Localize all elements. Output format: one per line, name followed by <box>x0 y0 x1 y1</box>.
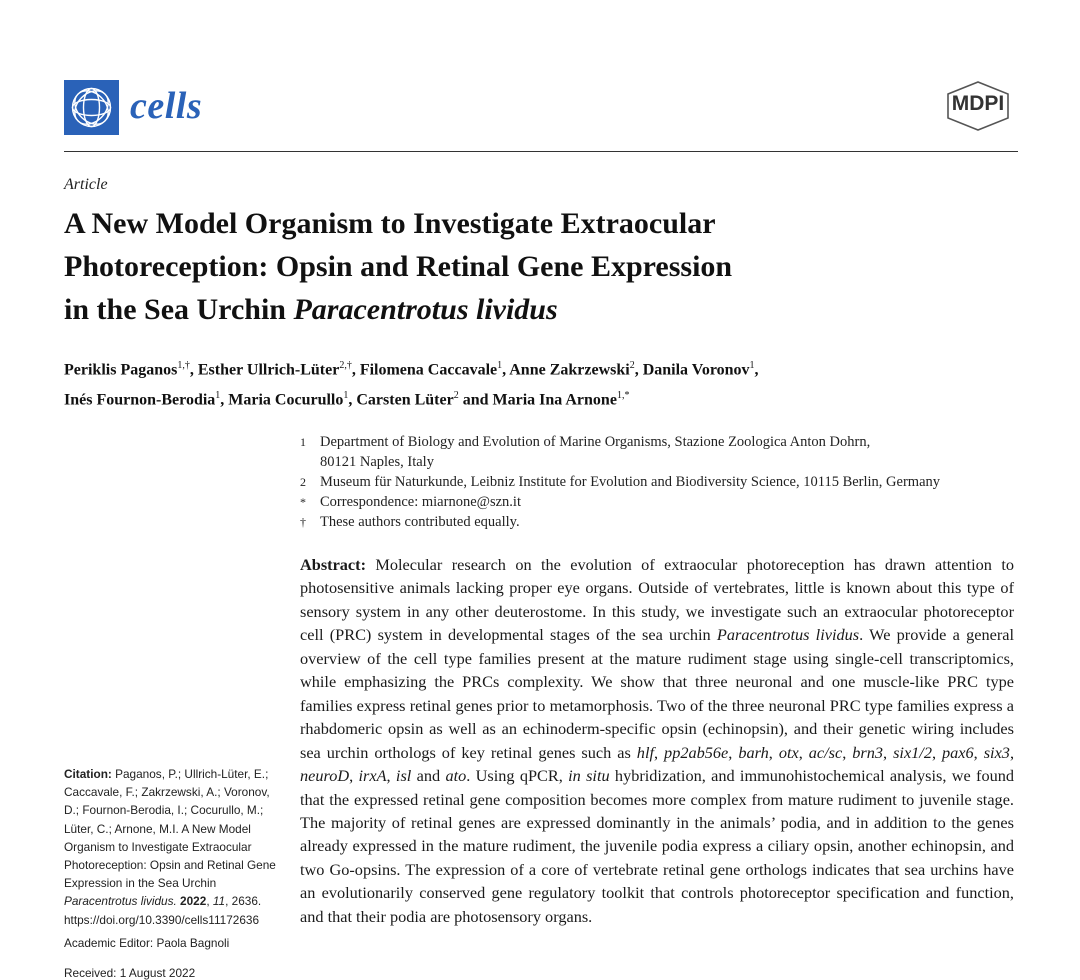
affiliations <box>300 432 1020 532</box>
abstract-species: Paracentrotus lividus <box>716 625 860 645</box>
author-separator: , <box>634 361 643 379</box>
affiliation-mark: † <box>300 515 306 529</box>
abstract: Abstract: Molecular research on the evolution of extraocular photoreception has drawn attention to photosensitive animals lacking proper eye organs. Outside of vertebrates, little is known about this type of sensory system in any other deuterostome. In this study, we investigate such an extraocular photoreceptor cell (PRC) system in developmental stages of the sea urchin Paracentrotus lividus. We provide a general overview of the cell type families present at the mature rudiment stage using single-cell transcriptomics, while emphasizing the PRCs complexity. We show that three neuronal and one muscle-like PRC type families express retinal genes prior to metamorphosis. Two of the three neuronal PRC type families express a rhabdomeric opsin as well as an echinoderm-specific opsin (echinopsin), and their genetic wiring includes sea urchin orthologs of key retinal genes such as hlf, pp2ab56e, barh, otx, ac/sc, brn3, six1/2, pax6, six3, neuroD, irxA, isl and ato. Using qPCR, in situ hybridization, and immunohistochemical analysis, we found that the expressed retinal gene composition becomes more complex from mature rudiment to juvenile stage. The majority of retinal genes are expressed dominantly in the animals’ podia, and in addition to the genes already expressed in the mature rudiment, the juvenile podia express a ciliary opsin, another echinopsin, and two Go-opsins. The expression of a core of vertebrate retinal gene orthologs indicates that sea urchins have an evolutionarily conserved gene regulatory toolkit that controls photoreceptor specification and function, and that their podia are photosensory organs. <box>300 555 1015 926</box>
gene-name: pp2ab56e <box>664 742 729 762</box>
author-affiliation-mark: 1 <box>497 360 503 371</box>
affiliation-mark: 1 <box>300 435 306 449</box>
citation-block: Citation: Paganos, P.; Ullrich-Lüter, E.; Caccavale, F.; Zakrzewski, A.; Voronov, D.; Fournon-Berodia, I.; Cocurullo, M.; Lüter, C.; Arnone, M.I. A New Model Organism to Investigate Extraocular Photoreception: Opsin and Retinal Gene Expression in the Sea Urchin Paracentrotus lividus. 2022, 11, 2636. https://doi.org/10.3390/cells11172636 <box>64 767 276 927</box>
gene-name: barh <box>738 742 769 762</box>
author-separator: , <box>502 361 510 379</box>
author-affiliation-mark: 1,* <box>616 390 630 402</box>
author-affiliation-mark: 2 <box>453 390 459 402</box>
gene-list: hlf, pp2ab56e, barh, otx, ac/sc, brn3, six1/2, pax6, six3, neuroD, irxA, isl <box>300 742 1015 786</box>
author-separator: , <box>189 361 198 379</box>
equal-contribution-note: † These authors contributed equally. <box>300 514 520 530</box>
author-name: Anne Zakrzewski <box>509 361 630 379</box>
gene-name: brn3 <box>852 742 884 762</box>
author-name: Danila Voronov <box>642 361 750 379</box>
author-separator: , <box>348 391 357 409</box>
title-line-3: in the Sea Urchin <box>64 293 294 326</box>
author-affiliation-mark: 1 <box>749 360 755 371</box>
author-separator: , <box>754 361 759 379</box>
journal-name: cells <box>130 85 203 127</box>
title-species: Paracentrotus lividus <box>293 293 558 326</box>
gene-name: six1/2 <box>893 742 932 762</box>
author-name: Carsten Lüter <box>356 391 454 409</box>
affiliation-mark: 2 <box>300 475 306 489</box>
publisher-logo <box>938 80 1018 132</box>
header-rule <box>64 151 1018 152</box>
gene-name: neuroD <box>300 766 350 786</box>
article-type: Article <box>64 176 108 193</box>
gene-name: isl <box>395 766 412 786</box>
academic-editor: Academic Editor: Paola Bagnoli <box>64 936 230 950</box>
author-separator: , <box>351 361 360 379</box>
citation-volume: 11 <box>212 894 226 909</box>
doi-link[interactable]: https://doi.org/10.3390/cells11172636 <box>64 912 260 927</box>
abstract-label: Abstract: <box>300 555 367 574</box>
author-name: Maria Ina Arnone <box>492 391 617 409</box>
paper-title <box>64 202 964 331</box>
citation-year: 2022 <box>176 894 207 909</box>
gene-name: ac/sc <box>808 742 843 762</box>
gene-name: hlf <box>636 742 654 762</box>
author-name: Filomena Caccavale <box>359 361 498 379</box>
author-affiliation-mark: 1,† <box>177 360 190 371</box>
gene-name: pax6 <box>942 742 974 762</box>
in-situ-term: in situ <box>568 766 610 786</box>
gene-name: ato <box>445 766 467 786</box>
author-name: Esther Ullrich-Lüter <box>197 361 340 379</box>
correspondence: * Correspondence: miarnone@szn.it <box>300 494 521 510</box>
author-name: Inés Fournon-Berodia <box>64 391 216 409</box>
journal-header <box>64 72 1018 152</box>
author-affiliation-mark: 2,† <box>339 360 352 371</box>
author-name: Maria Cocurullo <box>228 391 344 409</box>
affiliation-2: 2 Museum für Naturkunde, Leibniz Institute for Evolution and Biodiversity Science, 10115 Berlin, Germany <box>300 474 941 490</box>
citation-species: Paracentrotus lividus. <box>64 894 177 909</box>
gene-name: irxA <box>358 766 387 786</box>
publisher-name: MDPI <box>951 92 1005 115</box>
author-affiliation-mark: 1 <box>343 390 349 402</box>
citation-label: Citation: <box>64 767 112 781</box>
affiliation-mark: * <box>300 495 306 509</box>
author-affiliation-mark: 2 <box>629 360 635 371</box>
author-separator: and <box>458 391 493 409</box>
title-line-1: A New Model Organism to Investigate Extraocular <box>64 207 716 240</box>
affiliation-1: 1 Department of Biology and Evolution of Marine Organisms, Stazione Zoologica Anton Dohrn, 80121 Naples, Italy <box>300 434 871 470</box>
gene-name: six3 <box>983 742 1010 762</box>
author-affiliation-mark: 1 <box>215 390 221 402</box>
author-separator: , <box>220 391 229 409</box>
received-date: Received: 1 August 2022 <box>64 966 196 980</box>
author-list <box>64 353 984 414</box>
gene-name: otx <box>778 742 799 762</box>
cells-logo-icon <box>64 80 119 135</box>
title-line-2: Photoreception: Opsin and Retinal Gene Expression <box>64 250 733 283</box>
author-name: Periklis Paganos <box>64 361 178 379</box>
